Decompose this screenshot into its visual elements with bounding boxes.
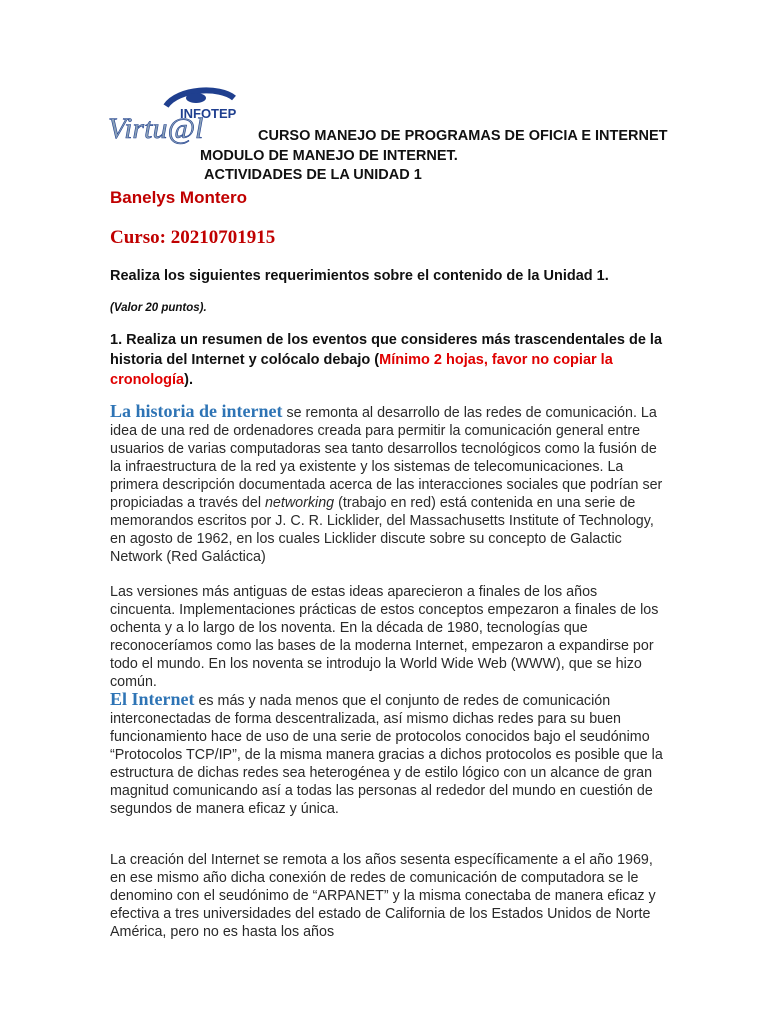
task-instruction (110, 330, 670, 390)
student-name: Banelys Montero (110, 188, 247, 207)
paragraph-history-text-b: (trabajo en red) está contenida en una serie de memorandos escritos por J. C. R. Licklider, del Massachusetts Institute of Technology, en agosto de 1962, en los cuales Licklider discute sobre su concepto de Galactic Network (Red Galáctica) (110, 495, 654, 565)
points-value: (Valor 20 puntos). (110, 302, 207, 314)
paragraph-versions: Las versiones más antiguas de estas ideas aparecieron a finales de los años cincuenta. Implementaciones prácticas de estos conceptos empezaron a finales de los ochenta y a lo largo de los noventa. En la década de 1980, tecnologías que reconoceríamos como las bases de la moderna Internet, empezaron a expandirse por todo el mundo. En los noventa se introdujo la World Wide Web (WWW), que se hizo común. (110, 584, 659, 690)
paragraph-history-text-a: se remonta al desarrollo de las redes de comunicación. La idea de una red de ordenadores creada para permitir la comunicación general entre usuarios de varias computadoras sea tanto desarrollos tecnológicos como la fusión de la infraestructura de la red ya existente y los sistemas de telecomunicaciones. La primera descripción documentada acerca de las interacciones sociales que podrían ser propiciadas a través del (110, 405, 663, 511)
course-code: Curso: 20210701915 (110, 227, 276, 248)
paragraph-internet-text: es más y nada menos que el conjunto de redes de comunicación interconectadas de forma descentralizada, así mismo dichas redes para su buen funcionamiento hace de uso de una serie de protocolos conocidos bajo el seudónimo “Protocolos TCP/IP”, de la misma manera gracias a dichos protocolos es posible que la estructura de dichas redes sea heterogénea y de estilo lógico con un alcance de gran magnitud comunicando así a todas las personas al rededor del mundo en cuestión de segundos de manera eficaz y única. (110, 693, 663, 817)
paragraph-internet-definition (110, 690, 665, 818)
infotep-virtual-logo (108, 86, 258, 150)
paragraph-history (110, 402, 665, 566)
paragraph-internet-lead: El Internet (110, 689, 195, 709)
paragraph-creation: La creación del Internet se remota a los años sesenta específicamente a el año 1969, en ese mismo año dicha conexión de redes de comunicación de computadora se le denomino con el seudónimo de “ARPANET” y la misma conectaba de manera eficaz y efectiva a tres universidades del estado de California de los Estados Unidos de Norte América, pero no es hasta los años (110, 852, 656, 940)
task-minimum-note: Mínimo 2 hojas, favor no copiar la cronología (110, 352, 613, 388)
course-title: CURSO MANEJO DE PROGRAMAS DE OFICIA E INTERNET (258, 128, 668, 144)
paragraph-history-emphasis: networking (264, 495, 335, 511)
paragraph-history-lead: La historia de internet (110, 401, 283, 421)
logo-script-text: Virtu@l (108, 112, 204, 145)
logo-brand-text: INFOTEP (180, 106, 237, 121)
logo-graphic (108, 86, 258, 150)
module-title: MODULO DE MANEJO DE INTERNET. (200, 148, 458, 164)
task-text: 1. Realiza un resumen de los eventos que consideres más trascendentales de la historia del Internet y colócalo debajo ( (110, 332, 663, 368)
task-end: ). (184, 372, 193, 388)
activities-title: ACTIVIDADES DE LA UNIDAD 1 (204, 167, 422, 183)
requirement-heading: Realiza los siguientes requerimientos sobre el contenido de la Unidad 1. (110, 268, 609, 284)
